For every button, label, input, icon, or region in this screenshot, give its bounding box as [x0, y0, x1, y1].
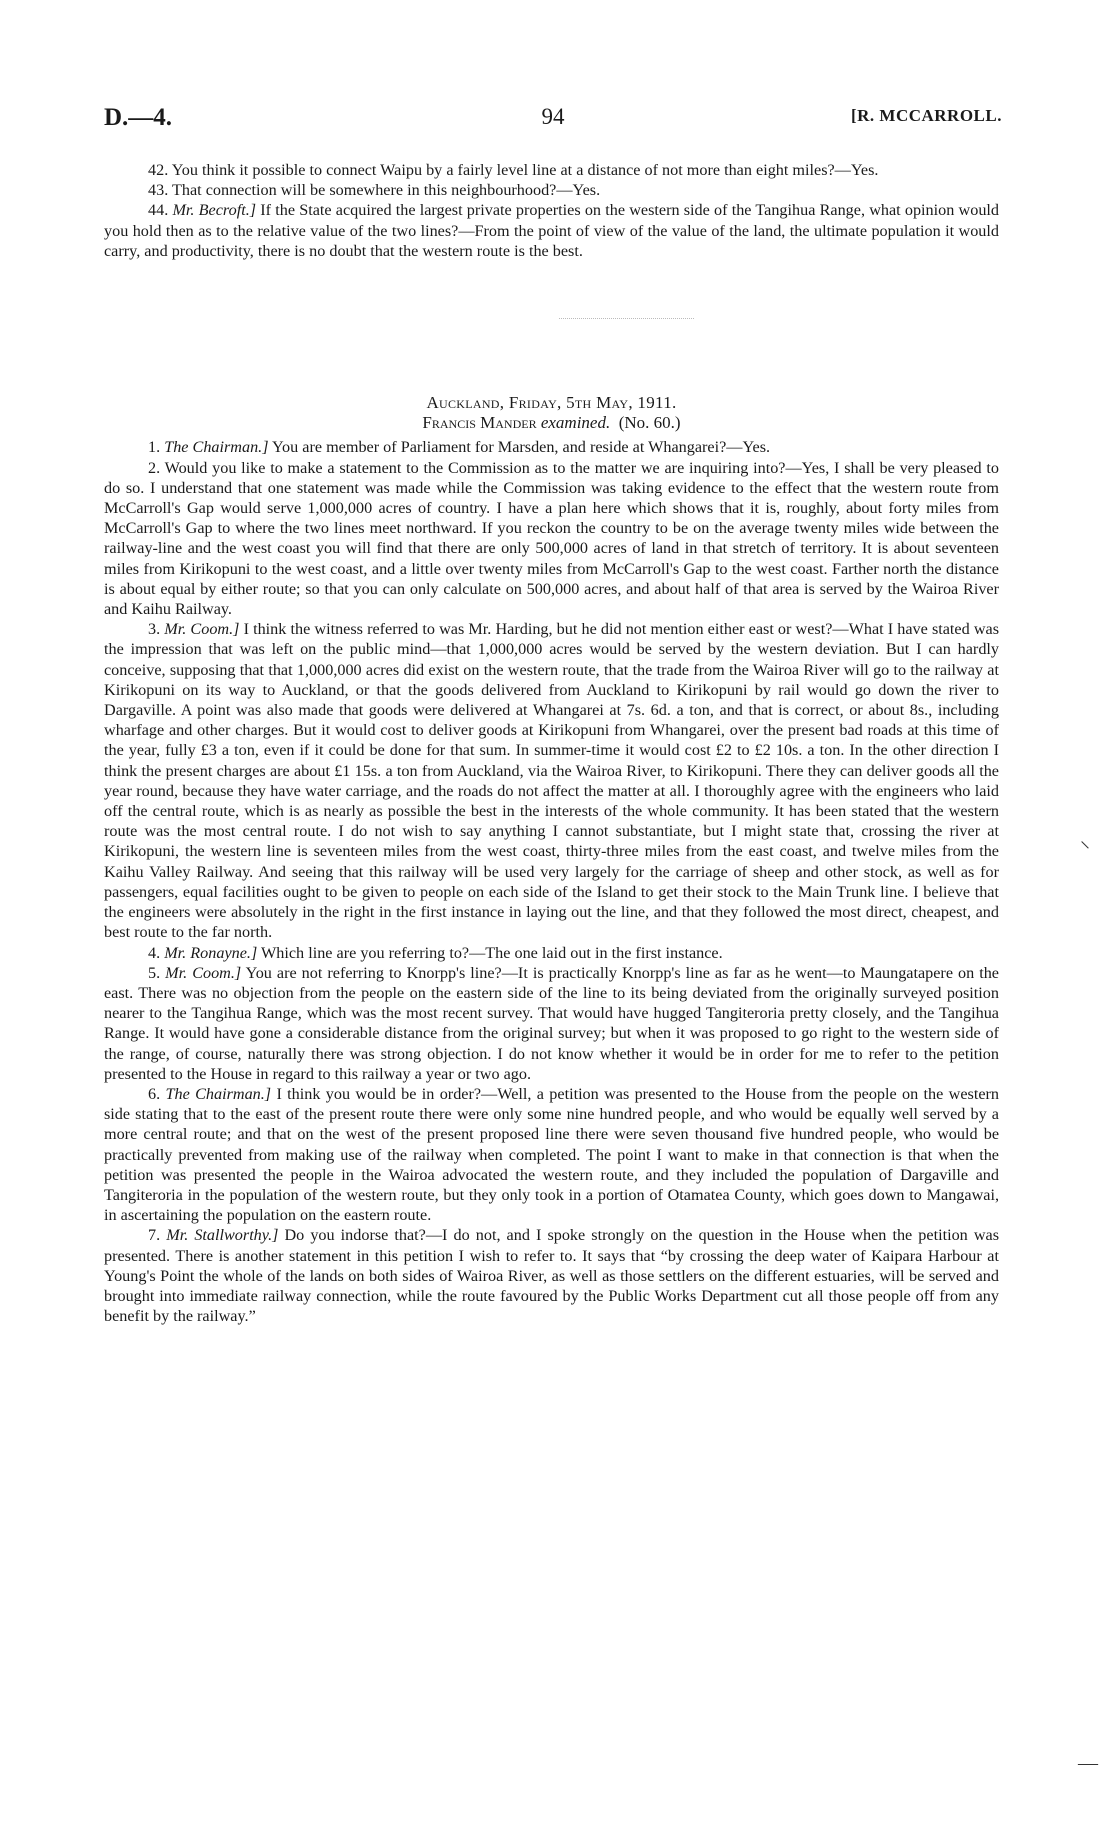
- margin-mark: ⸜: [1080, 830, 1090, 852]
- evidence-paragraph-2: 2. Would you like to make a statement to the Commission as to the matter we are inquiring into?—Yes, I shall be very pleased to do so. I understand that one statement was made while the Commission was taking evidence to the effect that the western route from McCarroll's Gap would serve 1,000,000 acres of country. I have a plan here which shows that it is, roughly, about forty miles from McCarroll's Gap to where the two lines meet northward. If you reckon the country to be on the average twenty miles wide between the railway-line and the west coast you will find that there are only 500,000 acres of land in that stretch of territory. It is about seventeen miles from Kirikopuni to the west coast, and a little over twenty miles from McCarroll's Gap to the west coast. Farther north the distance is about equal by either route; so that you can only calculate on 500,000 acres, and about half of that area is served by the Wairoa River and Kaihu Railway.: [104, 458, 999, 619]
- evidence-paragraph-44: 44. Mr. Becroft.] If the State acquired the largest private properties on the western side of the Tangihua Range, what opinion would you hold then as to the relative value of the two lines?—From the point of view of the value of the land, the ultimate population it would carry, and productivity, there is no doubt that the western route is the best.: [104, 201, 1000, 260]
- witness-heading: Francis Mander examined. (No. 60.): [422, 413, 681, 433]
- evidence-paragraph-6: 6. The Chairman.] I think you would be in order?—Well, a petition was presented to the House from the people on the western side stating that to the east of the present route there were only some nine hundred people, and who would be equally well served by a more central route; and that on the west of the present proposed line there were seven thousand five hundred people, who would be practically prevented from making use of the railway when completed. The point I want to make in that connection is that when the petition was presented the people in the Wairoa advocated the western route, and they included the population of Dargaville and Tangiteroria in the population of the western route, but they only took in a portion of Otamatea County, which goes down to Mangawai, in ascertaining the population on the eastern route.: [104, 1084, 1000, 1225]
- speaker-name: Mr. Ronayne.]: [164, 943, 258, 962]
- separator-rule: [559, 318, 694, 319]
- evidence-paragraph-42: 42. You think it possible to connect Waipu by a fairly level line at a distance of not more than eight miles?—Yes.: [148, 161, 879, 179]
- evidence-paragraph-43: 43. That connection will be somewhere in this neighbourhood?—Yes.: [148, 181, 601, 200]
- evidence-paragraph-7: 7. Mr. Stallworthy.] Do you indorse that?—I do not, and I spoke strongly on the question in the House when the petition was presented. There is another statement in this petition I wish to refer to. It says that “by crossing the deep water of Kaipara Harbour at Young's Point the whole of the lands on both sides of Wairoa River, as well as those settlers on the different estuaries, will be served and brought into immediate railway connection, while the route favoured by the Public Works Department cut all those people off from any benefit by the railway.”: [104, 1226, 1000, 1326]
- evidence-paragraph-1: 1. The Chairman.] You are member of Parliament for Marsden, and reside at Whangarei?—Yes.: [148, 438, 771, 457]
- evidence-paragraph-5: 5. Mr. Coom.] You are not referring to Knorpp's line?—It is practically Knorpp's line as far as he went—to Maungatapere on the east. There was no objection from the people on the eastern side of the line to its being deviated from the originally surveyed position nearer to the Tangihua Range, which was the most recent survey. That would have hugged Tangiteroria pretty closely, and the Tangihua Range. It would have gone a considerable distance from the original survey; but when it was proposed to go right to the western side of the range, of course, naturally there was strong objection. I do not know whether it would be in order for me to refer to the petition presented to the House in regard to this railway a year or two ago.: [104, 963, 999, 1083]
- speaker-name: The Chairman.]: [164, 438, 269, 457]
- speaker-name: Mr. Stallworthy.]: [166, 1226, 279, 1245]
- speaker-name: Mr. Coom.]: [164, 620, 240, 639]
- witness-number: (No. 60.): [618, 413, 681, 433]
- speaker-name: Mr. Becroft.]: [172, 201, 257, 220]
- speaker-name: Mr. Coom.]: [165, 963, 242, 982]
- running-head: [R. MCCARROLL.: [850, 106, 1002, 125]
- page-header: [104, 104, 1002, 134]
- margin-mark: —: [1078, 1752, 1098, 1774]
- session-heading: Auckland, Friday, 5th May, 1911.: [426, 393, 677, 413]
- document-reference: D.—4.: [104, 104, 173, 131]
- page-number: 94: [541, 104, 565, 129]
- evidence-paragraph-3: 3. Mr. Coom.] I think the witness referred to was Mr. Harding, but he did not mention either east or west?—What I have stated was the impression that was left on the public mind—that 1,000,000 acres would be served by the western deviation. But I can hardly conceive, supposing that that 1,000,000 acres did exist on the western route, that the trade from the Wairoa River will go to the railway at Kirikopuni on its way to Auckland, or that the goods delivered from Auckland to Kirikopuni by rail would go down the river to Dargaville. A point was also made that goods were delivered at Whangarei at 7s. 6d. a ton, and that is correct, or about 8s., including wharfage and other charges. But it would cost to deliver goods at Kirikopuni from Whangarei, over the present bad roads at this time of the year, fully £3 a ton, even if it could be done for that sum. In summer-time it would cost £2 to £2 10s. a ton. In the other direction I think the present charges are about £1 15s. a ton from Auckland, via the Wairoa River, to Kirikopuni. There they can deliver goods all the year round, because they have water carriage, and the roads do not affect the matter at all. I thoroughly agree with the engineers who laid off the central route, which is as nearly as possible the best in the interests of the whole community. It has been stated that the western route was the most central route. I do not wish to say anything I cannot substantiate, but I might state that, crossing the river at Kirikopuni, the western line is seventeen miles from the west coast, thirty-three miles from the east coast, and twelve miles from the Kaihu Valley Railway. And seeing that this railway will be used very largely for the carriage of sheep and other stock, as well as for passengers, equal facilities ought to be given to people on each side of the Island to get their stock to the Main Trunk line. I believe that the engineers were absolutely in the right in the first instance in laying out the line, and that they followed the most direct, cheapest, and best route to the far north.: [104, 620, 1000, 942]
- witness-name: Francis Mander: [422, 413, 537, 433]
- section-separator: [104, 261, 999, 393]
- speaker-name: The Chairman.]: [165, 1084, 272, 1103]
- evidence-paragraph-4: 4. Mr. Ronayne.] Which line are you referring to?—The one laid out in the first instance.: [148, 943, 723, 962]
- page-body: [104, 160, 999, 1326]
